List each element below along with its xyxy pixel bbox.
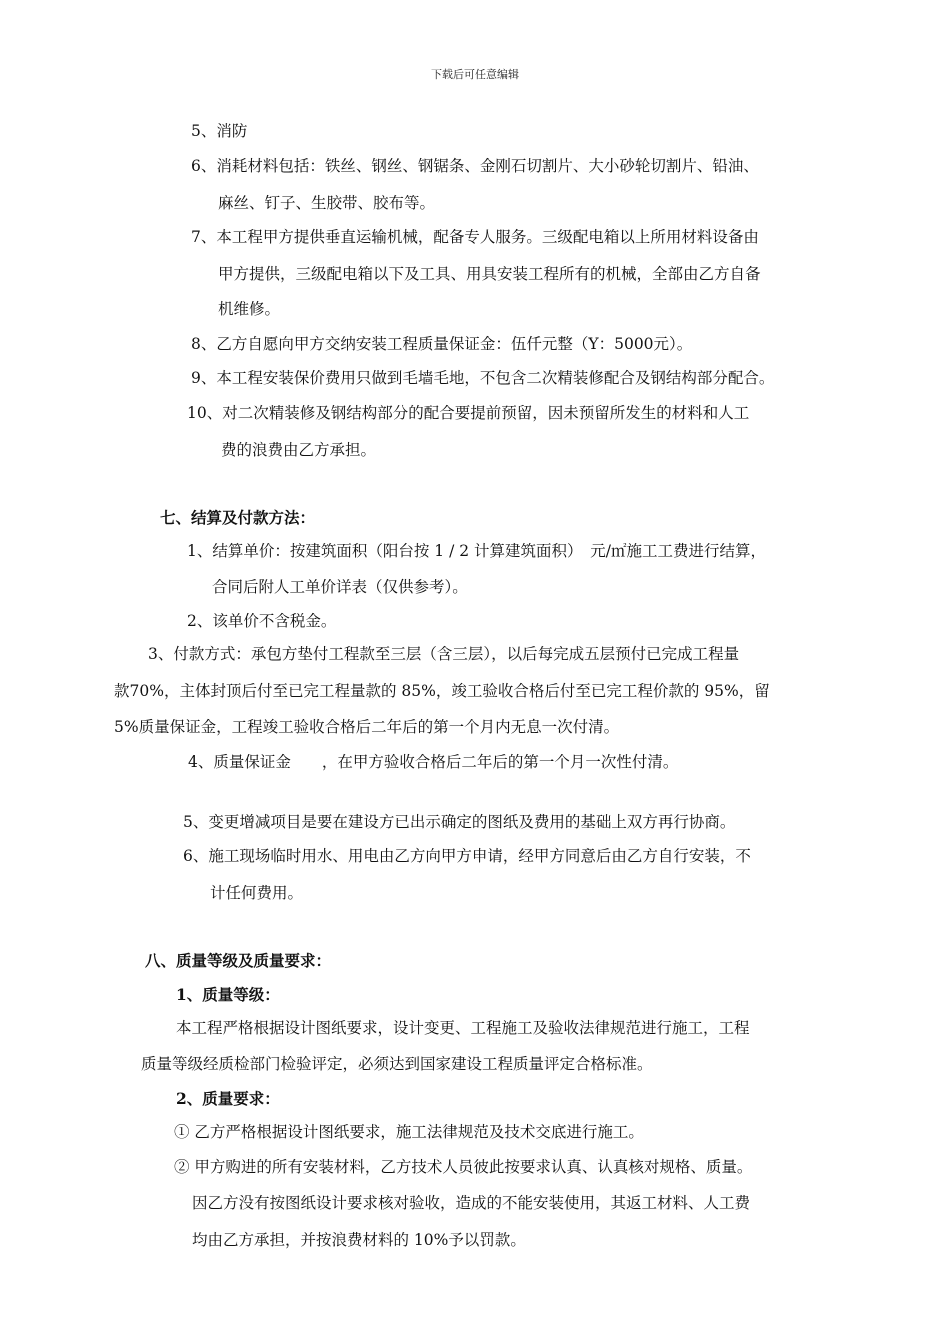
text-line: 本工程严格根据设计图纸要求，设计变更、工程施工及验收法律规范进行施工，工程	[176, 1019, 750, 1037]
text-line: 机维修。	[218, 300, 281, 318]
text-line: 5、消防	[191, 122, 248, 140]
page-header: 下载后可任意编辑	[431, 68, 519, 81]
text-line: 5%质量保证金，工程竣工验收合格后二年后的第一个月内无息一次付清。	[114, 718, 620, 736]
text-line: 7、本工程甲方提供垂直运输机械，配备专人服务。三级配电箱以上所用材料设备由	[191, 228, 759, 246]
text-line: 麻丝、钉子、生胶带、胶布等。	[218, 194, 436, 212]
text-line: ② 甲方购进的所有安装材料，乙方技术人员彼此按要求认真、认真核对规格、质量。	[174, 1158, 753, 1176]
text-line: 1、结算单价：按建筑面积（阳台按 1 / 2 计算建筑面积） 元/㎡施工工费进行结算，	[187, 542, 766, 560]
text-line: 质量等级经质检部门检验评定，必须达到国家建设工程质量评定合格标准。	[141, 1055, 653, 1073]
text-line: 均由乙方承担，并按浪费材料的 10%予以罚款。	[192, 1231, 526, 1249]
text-line: 4、质量保证金 ，在甲方验收合格后二年后的第一个月一次性付清。	[188, 753, 679, 771]
text-line: 款70%，主体封顶后付至已完工程量款的 85%，竣工验收合格后付至已完工程价款的 95%，留	[114, 682, 770, 700]
text-line: 6、施工现场临时用水、用电由乙方向甲方申请，经甲方同意后由乙方自行安装，不	[183, 847, 751, 865]
text-line: 合同后附人工单价详表（仅供参考）。	[212, 578, 468, 596]
subsection-heading: 1、质量等级：	[176, 985, 280, 1004]
text-line: 8、乙方自愿向甲方交纳安装工程质量保证金：伍仟元整（Y：5000元）。	[191, 335, 693, 353]
text-line: 6、消耗材料包括：铁丝、钢丝、钢锯条、金刚石切割片、大小砂轮切割片、铅油、	[191, 157, 759, 175]
text-line: 5、变更增减项目是要在建设方已出示确定的图纸及费用的基础上双方再行协商。	[183, 813, 736, 831]
text-line: 计任何费用。	[210, 884, 304, 902]
text-line: 3、付款方式：承包方垫付工程款至三层（含三层），以后每完成五层预付已完成工程量	[148, 645, 740, 663]
text-line: 甲方提供，三级配电箱以下及工具、用具安装工程所有的机械，全部由乙方自备	[218, 265, 761, 283]
text-line: ① 乙方严格根据设计图纸要求，施工法律规范及技术交底进行施工。	[174, 1123, 644, 1141]
text-line: 9、本工程安装保价费用只做到毛墙毛地，不包含二次精装修配合及钢结构部分配合。	[191, 369, 775, 387]
text-line: 费的浪费由乙方承担。	[221, 441, 377, 459]
text-line: 2、该单价不含税金。	[187, 612, 337, 630]
text-line: 10、对二次精装修及钢结构部分的配合要提前预留，因未预留所发生的材料和人工	[187, 404, 750, 422]
section-heading: 八、质量等级及质量要求：	[145, 951, 332, 970]
text-line: 因乙方没有按图纸设计要求核对验收，造成的不能安装使用，其返工材料、人工费	[192, 1194, 751, 1212]
subsection-heading: 2、质量要求：	[176, 1089, 280, 1108]
section-heading: 七、结算及付款方法：	[160, 508, 316, 527]
